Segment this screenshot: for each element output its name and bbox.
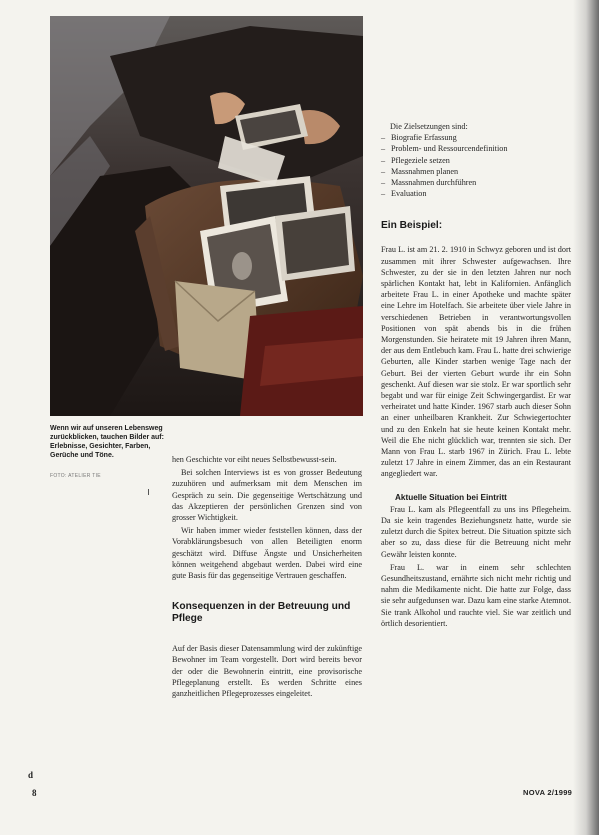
section-heading-example: Ein Beispiel: <box>381 220 443 232</box>
right-text-column <box>381 121 571 629</box>
magazine-footer: NOVA 2/1999 <box>523 788 573 797</box>
photo-credit: FOTO: ATELIER TIE <box>50 473 101 479</box>
goals-title: Die Zielsetzungen sind: <box>390 122 468 131</box>
photo-old-photographs <box>50 16 363 416</box>
paragraph: hen Geschichte vor eiht neues Selbstbewusst-sein. <box>172 455 337 464</box>
list-item: – Biografie Erfassung <box>381 133 457 143</box>
paragraph: Frau L. war in einem sehr schlechten Gesundheitszustand, ernährte sich nicht mehr richtig und nahm die Medikamente nicht. Die hatte zur Folge, dass sie sehr aufgedunsen war. Dazu kam eine starke Atemnot. Sie trank Alkohol und rauchte viel. Sie war zeitlich und örtlich desorientiert. <box>381 562 571 628</box>
goals-list <box>381 132 571 199</box>
list-item: – Massnahmen planen <box>381 166 459 176</box>
paragraph: Frau L. ist am 21. 2. 1910 in Schwyz geboren und ist dort zusammen mit ihrer Schwester aufgewachsen. Ihre Schwester, zu der sie in den letzten Jahren nur noch spärlichen Kontakt hat, lebt in Kalifornien. Anfänglich arbeitete Frau L. in einer Apotheke und machte später eine Lehre im Hotelfach. Sie arbeitete über viele Jahre in verschiedenen Betrieben in verantwortungsvollen Positionen von spät abends bis in die frühen Morgenstunden. Sie heiratete mit 19 Jahren ihren Mann, der aus dem Entlebuch kam. Frau L. hatte drei schwierige Geburten, alle Kinder starben wenige Tage nach der Geburt. Bei der vierten Geburt wurde ihr ein Sohn geschenkt. Auf diesen war sie stolz. Er war sportlich sehr begabt und war für einige Zeit Schwingergardist. Er war verheiratet und hatte Kinder. 1967 starb auch dieser Sohn an einer unheilbaren Krankheit. Zur Schwiegertochter und zu den Enkeln hat sie heute keinen Kontakt mehr. Weil die Ehe nicht glücklich war, trennten sie sich. Der Mann von Frau L. starb 1967 in Zürich. Frau L. lebte zuletzt 17 Jahre in einem Zimmer, das an ein Restaurant angegliedert war. <box>381 245 571 479</box>
middle-text-column <box>172 454 362 699</box>
list-item: – Evaluation <box>381 189 427 199</box>
list-item: – Pflegeziele setzen <box>381 155 450 165</box>
paragraph: Bei solchen Interviews ist es von grosser Bedeutung zuzuhören und aufmerksam mit dem Menschen im Gespräch zu sein. Die gegenseitige Wertschätzung und das Akzeptieren der persönlichen Grenzen sind von grosser Wichtigkeit. <box>172 468 362 523</box>
subheading-current-situation: Aktuelle Situation bei Eintritt <box>395 492 507 502</box>
paragraph: Wir haben immer wieder feststellen können, dass der Vorabklärungsbesuch von allen Beteiligten enorm geschätzt wird. Diffuse Ängste und Unsicherheiten können weitgehend abgebaut werden. Dabei wird eine gute Basis für das gegenseitige Vertrauen geschaffen. <box>172 526 362 581</box>
page-number: 8 <box>32 788 37 798</box>
divider-tick <box>148 489 149 495</box>
list-item: – Massnahmen durchführen <box>381 178 477 188</box>
binding-shadow <box>573 0 599 835</box>
margin-mark: d <box>28 770 34 780</box>
photo-caption: Wenn wir auf unseren Lebensweg zurückblicken, tauchen Bilder auf: Erlebnisse, Gesichter, Farben, Gerüche und Töne. <box>50 425 164 459</box>
paragraph: Frau L. kam als Pflegeentfall zu uns ins Pflegeheim. Da sie kein tragendes Beziehungsnetz hatte, wurde sie zuletzt durch die Spitex betreut. Die Situation spitzte sich aber so zu, dass diese für die Betreuung nicht mehr Gewähr leisten konnte. <box>381 504 571 559</box>
section-heading-consequences: Konsequenzen in der Betreuung und Pflege <box>172 601 351 625</box>
list-item: – Problem- und Ressourcendefinition <box>381 144 508 154</box>
photo-illustration <box>50 16 363 416</box>
paragraph: Auf der Basis dieser Datensammlung wird der zukünftige Bewohner im Team vorgestellt. Dort wird bereits bevor der oder die Bewohnerin eintritt, eine provisorische Pflegeplanung erstellt. Es werden Schritte eines ganzheitlichen Pflegeprozesses eingeleitet. <box>172 644 362 699</box>
